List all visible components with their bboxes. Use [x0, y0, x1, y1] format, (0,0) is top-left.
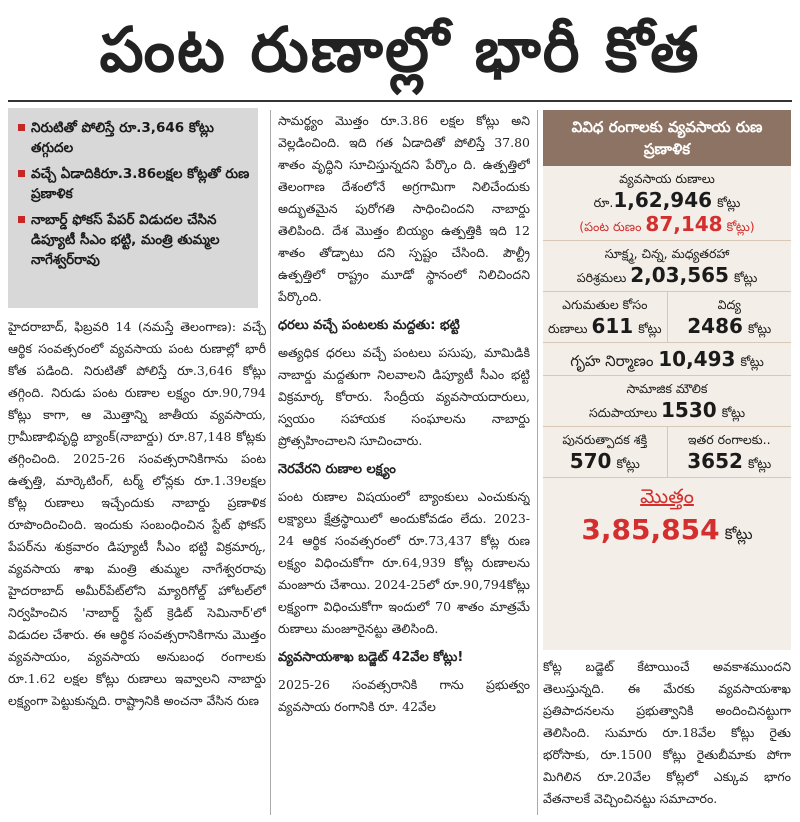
- renewable-section: [543, 427, 667, 477]
- infographic-title: వివిధ రంగాలకు వ్యవసాయ రుణ ప్రణాళిక: [543, 110, 791, 166]
- article-column-2: [278, 110, 530, 820]
- renewable-other-row: [543, 427, 791, 478]
- msme-section: [543, 241, 791, 292]
- highlight-text: నాబార్డ్ ఫోకస్ పేపర్ విడుదల చేసిన డిప్యూటీ సీఎం భట్టి, మంత్రి తుమ్మల నాగేశ్వర్‌రావు: [31, 212, 220, 268]
- highlight-item: [18, 210, 252, 270]
- education-section: [667, 292, 792, 342]
- unit-label: కోట్లు: [638, 321, 662, 336]
- housing-value: 10,493: [658, 347, 736, 371]
- article-paragraph: అత్యధిక ధరలు వచ్చే పంటలు పసుపు, మామిడికి నాబార్డు మద్దతుగా నిలవాలని డిప్యూటీ సీఎం భట్టి విక్రమార్క కోరారు. సేంద్రీయ వ్యవసాయదారులు, స్వయం సహాయక సంఘాలను నాబార్డు ప్రోత్సహించాలని సూచించారు.: [278, 345, 530, 448]
- unit-label: కోట్లు: [748, 456, 772, 471]
- column-divider: [270, 110, 271, 815]
- export-label: ఎగుమతుల కోసం: [562, 297, 648, 312]
- agri-loans-section: [543, 166, 791, 241]
- other-sectors-section: [667, 427, 792, 477]
- column-divider: [537, 110, 538, 815]
- crop-loan-value: 87,148: [645, 212, 723, 236]
- social-infra-label: సామాజిక మౌలిక: [626, 381, 708, 396]
- social-infra-value: 1530: [661, 398, 717, 422]
- crop-loan-label: (పంట రుణం: [579, 219, 646, 234]
- education-label: విద్య: [717, 297, 741, 312]
- bullet-icon: [18, 170, 25, 177]
- unit-label: కోట్లు: [748, 321, 772, 336]
- total-value: 3,85,854: [581, 513, 720, 546]
- housing-section: [543, 343, 791, 376]
- article-column-1: [8, 316, 266, 816]
- social-infra-label-2: సదుపాయాలు: [588, 405, 662, 420]
- renewable-label: పునరుత్పాదక శక్తి: [562, 432, 648, 447]
- currency-prefix: రూ.: [593, 195, 614, 210]
- highlight-item: [18, 118, 252, 158]
- total-section: [543, 484, 791, 546]
- article-paragraph: సామర్థ్యం మొత్తం రూ.3.86 లక్షల కోట్లు అని వెల్లడించింది. ఇది గత ఏడాదితో పోలిస్తే 37.80 శాతం వృద్ధిని సూచిస్తున్నదని పేర్కొం ది. ఉత్పత్తిలో తెలంగాణ దేశంలోనే అగ్రగామిగా నిలిచేందుకు అద్భుతమైన పురోగతి సాధించిందని నాబార్డు తెలిపింది. దేశ మొత్తం బియ్యం ఉత్పత్తికి ఇది 12 శాతం తోడ్పాటు దని స్పష్టం చేసింది. పౌల్ట్రీ ఉత్పత్తిలో రాష్ట్రం మూడో స్థానంలో నిలిచిందని పేర్కొంది.: [278, 113, 530, 304]
- unit-label: కోట్లు: [717, 195, 741, 210]
- highlight-item: [18, 164, 252, 204]
- unit-label: కోట్లు: [740, 354, 764, 369]
- article-paragraph: పంట రుణాల విషయంలో బ్యాంకులు ఎంచుకున్న లక్ష్యాలు క్షేత్రస్థాయిలో అందుకోవడం లేదు. 2023-24 ఆర్థిక సంవత్సరంలో రూ.73,437 కోట్ల రుణ లక్ష్యం విధించుకోగా రూ.64,939 కోట్ల రుణాలను మంజూరు చేశాయి. 2024-25లో రూ.90,794కోట్లు లక్ష్యంగా విధించుకోగా ఇందులో 70 శాతం మాత్రమే రుణాలు మంజూరైనట్టు తెలిసింది.: [278, 489, 530, 636]
- export-value: 611: [591, 314, 634, 338]
- subheading: వ్యవసాయశాఖ బడ్జెట్ 42వేల కోట్లు!: [278, 650, 464, 665]
- highlights-box: [8, 108, 258, 308]
- subheading: నెరవేరని రుణాల లక్ష్యం: [278, 462, 396, 477]
- unit-label: కోట్లు: [721, 405, 746, 420]
- msme-value: 2,03,565: [630, 263, 729, 287]
- export-education-row: [543, 292, 791, 343]
- export-label-2: రుణాలు: [547, 321, 592, 336]
- msme-label-2: పరిశ్రమలు: [576, 270, 631, 285]
- agri-loans-value: 1,62,946: [613, 188, 713, 212]
- social-infra-section: [543, 376, 791, 427]
- crop-loan-suffix: కోట్లు): [722, 219, 755, 234]
- total-label: మొత్తం: [640, 484, 694, 508]
- bullet-icon: [18, 124, 25, 131]
- bullet-icon: [18, 216, 25, 223]
- export-section: [543, 292, 667, 342]
- msme-label: సూక్ష్మ, చిన్న, మధ్యతరహా: [604, 246, 730, 261]
- unit-label: కోట్లు: [616, 456, 640, 471]
- article-paragraph: కోట్ల బడ్జెట్ కేటాయించే అవకాశముందని తెలుస్తున్నది. ఈ మేరకు వ్యవసాయశాఖ ప్రతిపాదనలను ప్రభుత్వానికి అందించినట్టుగా తెలిసింది. సుమారు రూ.18వేల కోట్లు రైతు భరోసాకు, రూ.1500 కోట్లు రైతుబీమాకు పోగా మిగిలిన రూ.20వేల కోట్లలో ఎక్కువ భాగం వేతనాలకే వెచ్చించినట్టు సమాచారం.: [543, 659, 791, 806]
- unit-label: కోట్లు: [724, 525, 753, 543]
- agri-loans-label: వ్యవసాయ రుణాలు: [619, 171, 715, 186]
- education-value: 2486: [687, 314, 743, 338]
- unit-label: కోట్లు: [734, 270, 758, 285]
- headline-rule: [8, 100, 792, 102]
- other-sectors-label: ఇతర రంగాలకు..: [687, 432, 771, 447]
- headline: పంట రుణాల్లో భారీ కోత: [99, 13, 701, 86]
- highlight-text: వచ్చే ఏడాదికిరూ.3.86లక్షల కోట్లతో రుణ ప్రణాళిక: [31, 166, 250, 202]
- highlight-text: నిరుటితో పోలిస్తే రూ.3,646 కోట్లు తగ్గుదల: [31, 120, 214, 156]
- article-paragraph: హైదరాబాద్, ఫిబ్రవరి 14 (నమస్తే తెలంగాణ): వచ్చే ఆర్థిక సంవత్సరంలో వ్యవసాయ పంట రుణాల్లో భారీ కోత పడింది. నిరుటితో పోలిస్తే రూ.3,646 కోట్లు తగ్గింది. నిరుడు పంట రుణాల లక్ష్యం రూ.90,794 కోట్లు కాగా, ఆ మొత్తాన్ని జాతీయ వ్యవసాయ, గ్రామీణాభివృద్ధి బ్యాంక్(నాబార్డు) రూ.87,148 కోట్లకు తగ్గించింది. 2025-26 సంవత్సరానికిగాను పంట ఉత్పత్తి, మార్కెటింగ్, టర్మ్ లోన్లకు రూ.1.39లక్షల కోట్ల రుణాలు ఇచ్చేందుకు నాబార్డు ప్రణాళిక రూపొందించింది. ఇందుకు సంబంధించిన స్టేట్ ఫోకస్ పేపర్‌ను శుక్రవారం డిప్యూటీ సీఎం భట్టి విక్రమార్క, వ్యవసాయ శాఖ మంత్రి తుమ్మల నాగేశ్వరరావు హైదరాబాద్ అమీర్‌పేట్‌లోని మ్యారిగోల్డ్ హోటల్‌లో నిర్వహించిన 'నాబార్డ్ స్టేట్ క్రెడిట్ సెమినార్'లో విడుదల చేశారు. ఈ ఆర్థిక సంవత్సరానికిగాను మొత్తం వ్యవసాయం, వ్యవసాయ అనుబంధ రంగాలకు రూ.1.62 లక్షల కోట్లు రుణాలు ఇవ్వాలని నాబార్డు లక్ష్యంగా పెట్టుకున్నది. రాష్ట్రానికి అంచనా వేసిన రుణ: [8, 319, 266, 708]
- renewable-value: 570: [569, 449, 612, 473]
- credit-plan-infographic: [543, 110, 791, 650]
- other-sectors-value: 3652: [687, 449, 743, 473]
- article-paragraph: 2025-26 సంవత్సరానికి గాను ప్రభుత్వం వ్యవసాయ రంగానికి రూ. 42వేల: [278, 677, 530, 714]
- housing-label: గృహ నిర్మాణం: [570, 352, 659, 370]
- subheading: ధరలు వచ్చే పంటలకు మద్దతు: భట్టి: [278, 318, 460, 333]
- article-column-3: [543, 656, 791, 816]
